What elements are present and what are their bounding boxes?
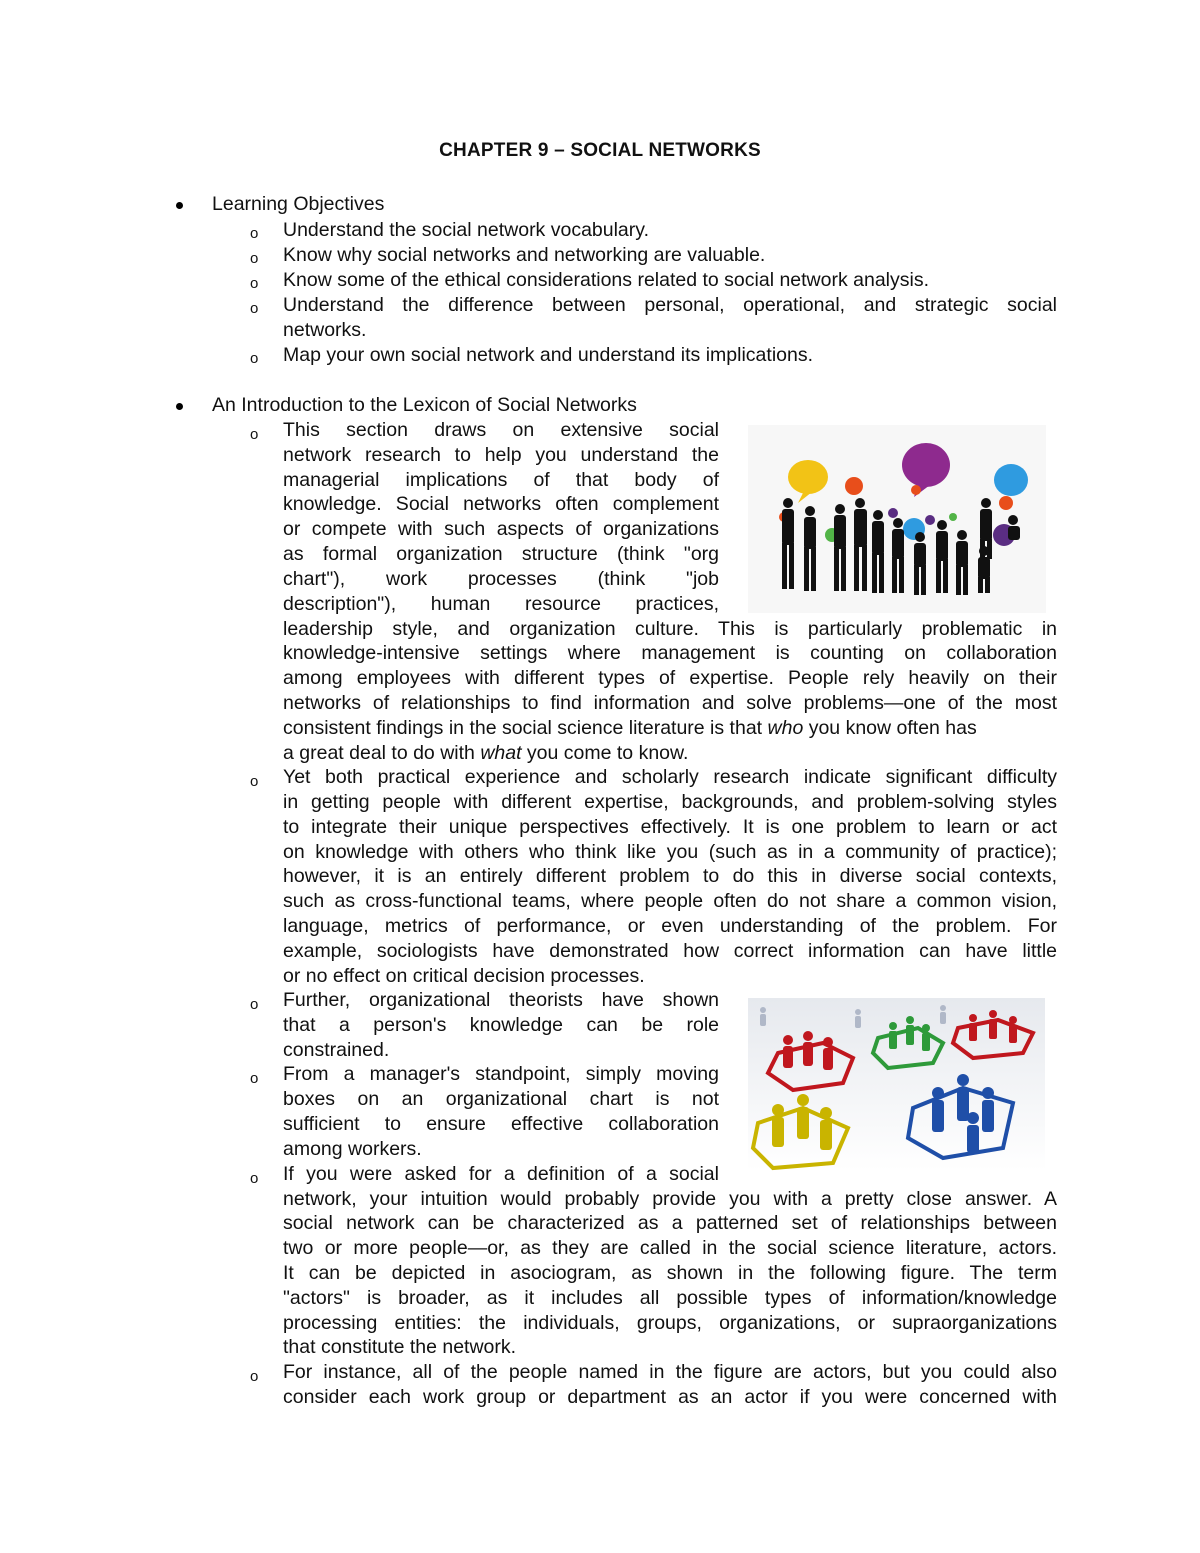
paragraph-line: example, sociologists have demonstrated how correct information can have little — [283, 940, 1057, 962]
sub-bullet-marker: o — [250, 350, 259, 367]
paragraph-line: or no effect on critical decision processes. — [283, 965, 645, 987]
paragraph-line: in getting people with different expertise, backgrounds, and problem-solving styles — [283, 791, 1057, 813]
objective-item-continued: networks. — [283, 319, 367, 341]
paragraph-line: however, it is an entirely different problem to do this in diverse social contexts, — [283, 865, 1057, 887]
paragraph-text: consistent findings in the social science literature is that — [283, 717, 763, 739]
paragraph-line: For instance, all of the people named in the figure are actors, but you could also — [283, 1361, 1057, 1383]
paragraph-line: language, metrics of performance, or even understanding of the problem. For — [283, 915, 1057, 937]
sub-bullet-marker: o — [250, 773, 259, 790]
sub-bullet-marker: o — [250, 225, 259, 242]
paragraph-line: network, your intuition would probably provide you with a pretty close answer. A — [283, 1188, 1057, 1210]
paragraph-line: networks of relationships to find information and solve problems—one of the most — [283, 692, 1057, 714]
paragraph-text: a great deal to do with — [283, 742, 475, 764]
paragraph-line: that constitute the network. — [283, 1336, 517, 1358]
paragraph-line: From a manager's standpoint, simply moving — [283, 1063, 719, 1085]
paragraph-text: you know often has — [803, 717, 977, 739]
speech-bubbles-figure — [748, 425, 1046, 613]
bullet-dot — [176, 202, 183, 209]
paragraph-line: to integrate their unique perspectives effectively. It is one problem to learn or act — [283, 816, 1057, 838]
paragraph-line: that a person's knowledge can be role — [283, 1014, 719, 1036]
people-silhouettes-icon — [748, 425, 1046, 613]
paragraph-line: Further, organizational theorists have shown — [283, 989, 719, 1011]
sub-bullet-marker: o — [250, 426, 259, 443]
paragraph-line: network research to help you understand the — [283, 444, 719, 466]
paragraph-line-mixed — [283, 741, 688, 766]
paragraph-line: or compete with such aspects of organizations — [283, 518, 719, 540]
paragraph-line: boxes on an organizational chart is not — [283, 1088, 719, 1110]
objective-item: Map your own social network and understand its implications. — [283, 344, 814, 366]
paragraph-line: It can be depicted in asociogram, as shown in the following figure. The term — [283, 1262, 1057, 1284]
paragraph-line: as formal organization structure (think "org — [283, 543, 719, 565]
sub-bullet-marker: o — [250, 1070, 259, 1087]
paragraph-line: chart"), work processes (think "job — [283, 568, 719, 590]
paragraph-line: such as cross-functional teams, where people often do not share a common vision, — [283, 890, 1057, 912]
objective-item: Understand the difference between personal, operational, and strategic social — [283, 294, 1057, 316]
paragraph-line: two or more people—or, as they are called in the social science literature, actors. — [283, 1237, 1057, 1259]
sub-bullet-marker: o — [250, 1368, 259, 1385]
paragraph-line: consider each work group or department as an actor if you were concerned with — [283, 1386, 1057, 1408]
paragraph-line: description"), human resource practices, — [283, 593, 719, 615]
emphasis-word: what — [480, 742, 522, 764]
paragraph-line: knowledge. Social networks often complement — [283, 493, 719, 515]
paragraph-line: sufficient to ensure effective collaboration — [283, 1113, 719, 1135]
objective-item: Know some of the ethical considerations related to social network analysis. — [283, 269, 930, 291]
paragraph-line: This section draws on extensive social — [283, 419, 719, 441]
paragraph-text: you come to know. — [521, 742, 689, 764]
chapter-title: CHAPTER 9 – SOCIAL NETWORKS — [439, 140, 761, 161]
sub-bullet-marker: o — [250, 250, 259, 267]
paragraph-line: If you were asked for a definition of a social — [283, 1163, 719, 1185]
group-networks-figure — [748, 998, 1045, 1171]
paragraph-line: social network can be characterized as a patterned set of relationships between — [283, 1212, 1057, 1234]
sub-bullet-marker: o — [250, 996, 259, 1013]
paragraph-line: Yet both practical experience and scholarly research indicate significant difficulty — [283, 766, 1057, 788]
sub-bullet-marker: o — [250, 275, 259, 292]
paragraph-line: among employees with different types of expertise. People rely heavily on their — [283, 667, 1057, 689]
sub-bullet-marker: o — [250, 300, 259, 317]
paragraph-line: among workers. — [283, 1138, 422, 1160]
bullet-dot — [176, 403, 183, 410]
group-figures-icon — [748, 998, 1045, 1171]
paragraph-line: processing entities: the individuals, groups, organizations, or supraorganizations — [283, 1312, 1057, 1334]
emphasis-word: who — [767, 717, 804, 739]
paragraph-line: knowledge-intensive settings where management is counting on collaboration — [283, 642, 1057, 664]
paragraph-line: leadership style, and organization culture. This is particularly problematic in — [283, 618, 1057, 640]
objective-item: Understand the social network vocabulary. — [283, 219, 649, 241]
paragraph-line: "actors" is broader, as it includes all possible types of information/knowledge — [283, 1287, 1057, 1309]
section-heading-objectives: Learning Objectives — [212, 193, 385, 215]
paragraph-line: on knowledge with others who think like you (such as in a community of practice); — [283, 841, 1057, 863]
paragraph-line: managerial implications of that body of — [283, 469, 719, 491]
section-heading-lexicon: An Introduction to the Lexicon of Social Networks — [212, 394, 637, 416]
sub-bullet-marker: o — [250, 1170, 259, 1187]
paragraph-line: constrained. — [283, 1039, 390, 1061]
paragraph-line-mixed — [283, 716, 977, 741]
objective-item: Know why social networks and networking are valuable. — [283, 244, 766, 266]
